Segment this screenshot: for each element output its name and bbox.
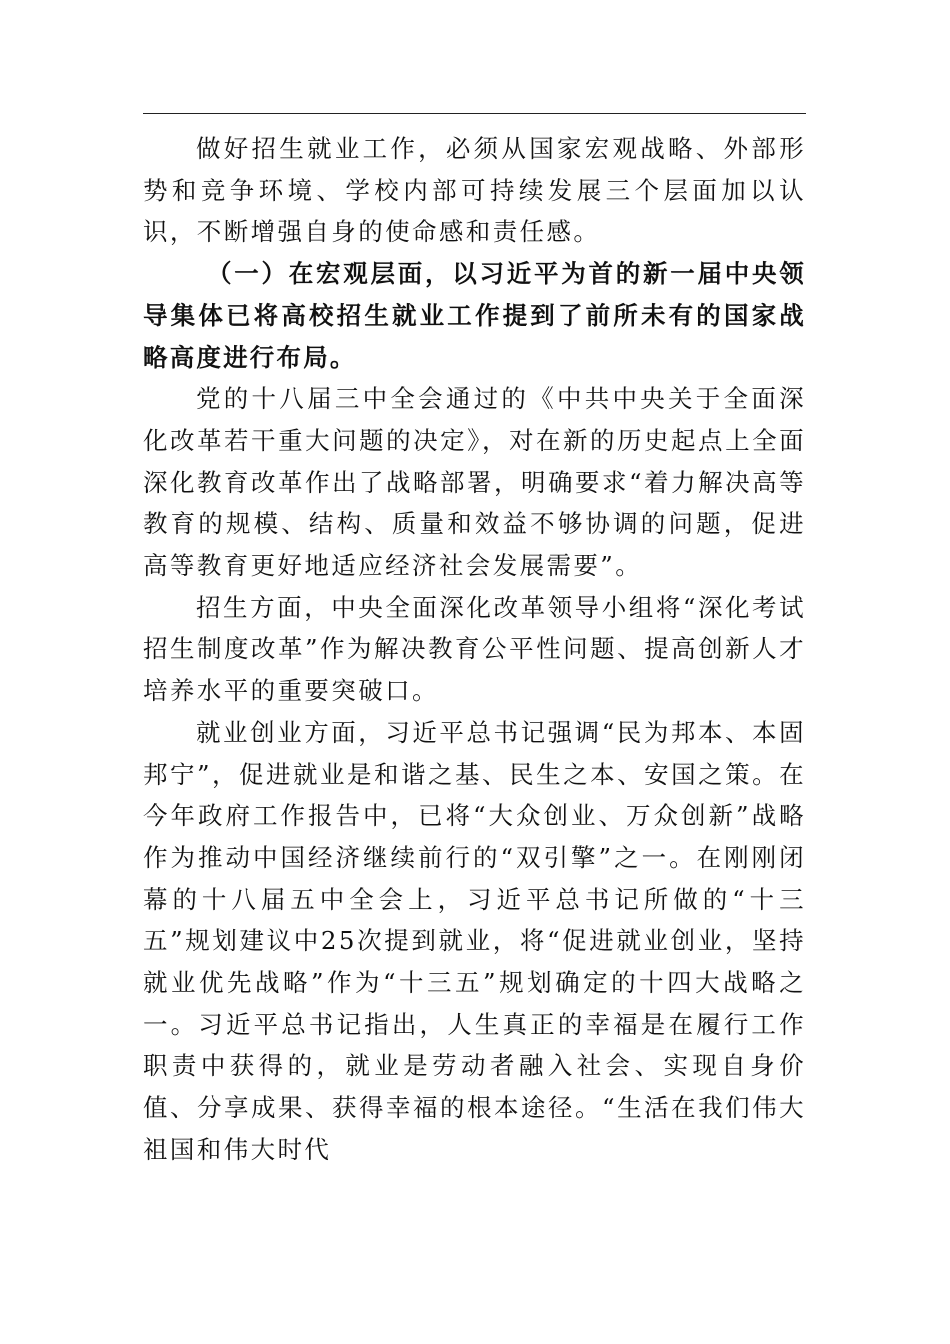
paragraph-enrollment: 招生方面，中央全面深化改革领导小组将“深化考试招生制度改革”作为解决教育公平性问题、提高创新人才培养水平的重要突破口。 [143,592,806,706]
section-heading-macro-level: （一）在宏观层面，以习近平为首的新一届中央领导集体已将高校招生就业工作提到了前所未有的国家战略高度进行布局。 [143,259,806,372]
header-rule [143,113,806,114]
document-body [143,128,806,1171]
paragraph-intro: 做好招生就业工作，必须从国家宏观战略、外部形势和竞争环境、学校内部可持续发展三个层面加以认识，不断增强自身的使命感和责任感。 [143,134,806,247]
paragraph-employment: 就业创业方面，习近平总书记强调“民为邦本、本固邦宁”，促进就业是和谐之基、民生之本、安国之策。在今年政府工作报告中，已将“大众创业、万众创新”战略作为推动中国经济继续前行的“双引擎”之一。在刚刚闭幕的十八届五中全会上，习近平总书记所做的“十三五”规划建议中25次提到就业，将“促进就业创业，坚持就业优先战略”作为“十三五”规划确定的十四大战略之一。习近平总书记指出，人生真正的幸福是在履行工作职责中获得的，就业是劳动者融入社会、实现自身价值、分享成果、获得幸福的根本途径。“生活在我们伟大祖国和伟大时代 [143,717,806,1164]
paragraph-third-plenum: 党的十八届三中全会通过的《中共中央关于全面深化改革若干重大问题的决定》，对在新的历史起点上全面深化教育改革作出了战略部署，明确要求“着力解决高等教育的规模、结构、质量和效益不够协调的问题，促进高等教育更好地适应经济社会发展需要”。 [143,384,806,581]
